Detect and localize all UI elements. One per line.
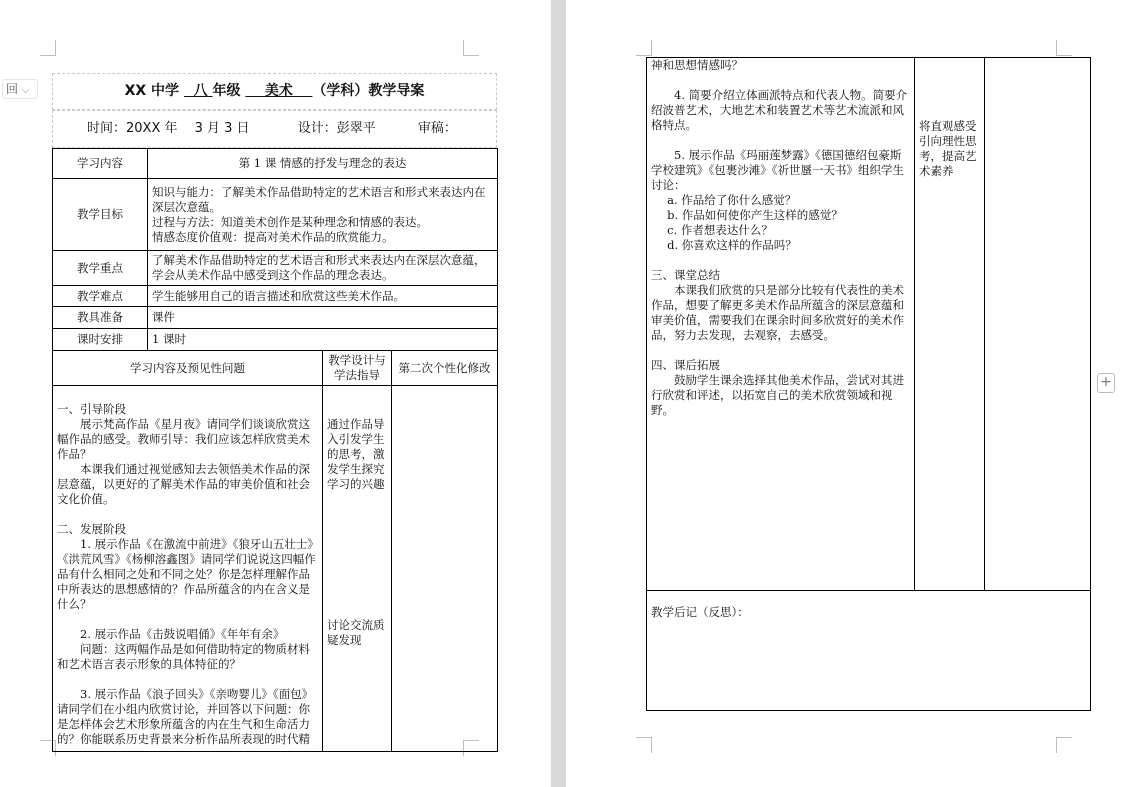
lesson-body-cell[interactable]: 神和思想情感吗？ 4. 简要介绍立体画派特点和代表人物。简要介绍波普艺术，大地艺术和装置艺术等艺术流派和风格特点。 5. 展示作品《玛丽莲梦露》《德国德绍包豪斯学校建筑》《包裹沙滩》《祈世蜃一天书》组织学生讨论： a. 作品给了你什么感觉？ b. 作品如何使你产生这样的感觉？ c. 作者想表达什么？ d. 你喜欢这样的作品吗？ 三、课堂总结 本课我们欣赏的只是部分比较有代表性的美术作品，想要了解更多美术作品所蕴含的深层意蕴和审美价值，需要我们在课余时间多欣赏好的美术作品，努力去发现，去观察，去感受。 四、课后拓展 鼓励学生课余选择其他美术作品，尝试对其进行欣赏和评述，以拓宽自己的美术欣赏领域和视野。	[647, 58, 915, 591]
tools-label: 教具准备	[53, 307, 148, 329]
document-page-right	[566, 0, 1137, 787]
lesson-info-table	[52, 148, 498, 752]
content-value[interactable]: 第 1 课 情感的抒发与理念的表达	[148, 149, 498, 179]
crop-mark	[40, 40, 56, 56]
revision-cell[interactable]	[985, 58, 1091, 591]
crop-mark	[636, 737, 652, 753]
reflection-cell[interactable]	[647, 591, 1091, 711]
difficulty-label: 教学难点	[53, 286, 148, 307]
content-label: 学习内容	[53, 149, 148, 179]
crop-mark	[463, 40, 479, 56]
block-icon: 回	[6, 82, 19, 96]
hours-value[interactable]: 1 课时	[148, 329, 498, 351]
column-header-design: 教学设计与学法指导	[323, 351, 392, 386]
revision-cell[interactable]	[392, 386, 498, 752]
chevron-down-icon: ⌵	[21, 85, 30, 96]
hours-label: 课时安排	[53, 329, 148, 351]
column-header-content: 学习内容及预见性问题	[53, 351, 323, 386]
goals-label: 教学目标	[53, 179, 148, 251]
crop-mark	[636, 40, 652, 56]
key-label: 教学重点	[53, 251, 148, 286]
document-page-left	[0, 0, 551, 787]
designer-field: 设计：彭翠平	[297, 121, 376, 136]
reviewer-field: 审稿：	[417, 121, 457, 136]
design-cell[interactable]: 将直观感受引向理性思考，提高艺术素养	[915, 58, 985, 591]
difficulty-value[interactable]: 学生能够用自己的语言描述和欣赏这些美术作品。	[148, 286, 498, 307]
reflection-label: 教学后记（反思）：	[651, 605, 749, 619]
crop-mark	[1056, 40, 1072, 56]
tools-value[interactable]: 课件	[148, 307, 498, 329]
crop-mark	[1056, 737, 1072, 753]
meta-line	[52, 110, 497, 148]
goals-value[interactable]: 知识与能力：了解美术作品借助特定的艺术语言和形式来表达内在深层次意蕴。 过程与方法：知道美术创作是某种理念和情感的表达。 情感态度价值观：提高对美术作品的欣赏能力。	[148, 179, 498, 251]
column-header-revision: 第二次个性化修改	[392, 351, 498, 386]
lesson-body-cell[interactable]: 一、引导阶段 展示梵高作品《星月夜》请同学们谈谈欣赏这幅作品的感受。教师引导：我们应该怎样欣赏美术作品？ 本课我们通过视觉感知去去领悟美术作品的深层意蕴，以更好的了解美术作品的审美价值和社会文化价值。 二、发展阶段 1. 展示作品《在激流中前进》《狼牙山五壮士》《洪荒风雪》《杨柳溶鑫图》请同学们说说这四幅作品有什么相同之处和不同之处？你是怎样理解作品中所表达的思想感情的？作品所蕴含的内在含义是什么？ 2. 展示作品《击鼓说唱俑》《年年有余》 问题：这两幅作品是如何借助特定的物质材料和艺术语言表示形象的具体特征的？ 3. 展示作品《浪子回头》《亲吻婴儿》《面包》请同学们在小组内欣赏讨论，并回答以下问题：你是怎样体会艺术形象所蕴含的内在生气和生命活力的？你能联系历史背景来分析作品所表现的时代精	[53, 386, 323, 752]
paragraph-control-button[interactable]	[2, 79, 38, 99]
key-value[interactable]: 了解美术作品借助特定的艺术语言和形式来表达内在深层次意蕴，学会从美术作品中感受到这个作品的理念表达。	[148, 251, 498, 286]
page-title: XX 中学 八 年级 美术 （学科）教学导案	[52, 73, 497, 110]
lesson-continuation-table	[646, 57, 1091, 711]
add-icon[interactable]: +	[1097, 373, 1115, 393]
time-field: 时间：20XX 年 3 月 3 日	[87, 121, 250, 136]
design-cell[interactable]: 通过作品导入引发学生的思考，激发学生探究学习的兴趣 讨论交流质疑发现	[323, 386, 392, 752]
